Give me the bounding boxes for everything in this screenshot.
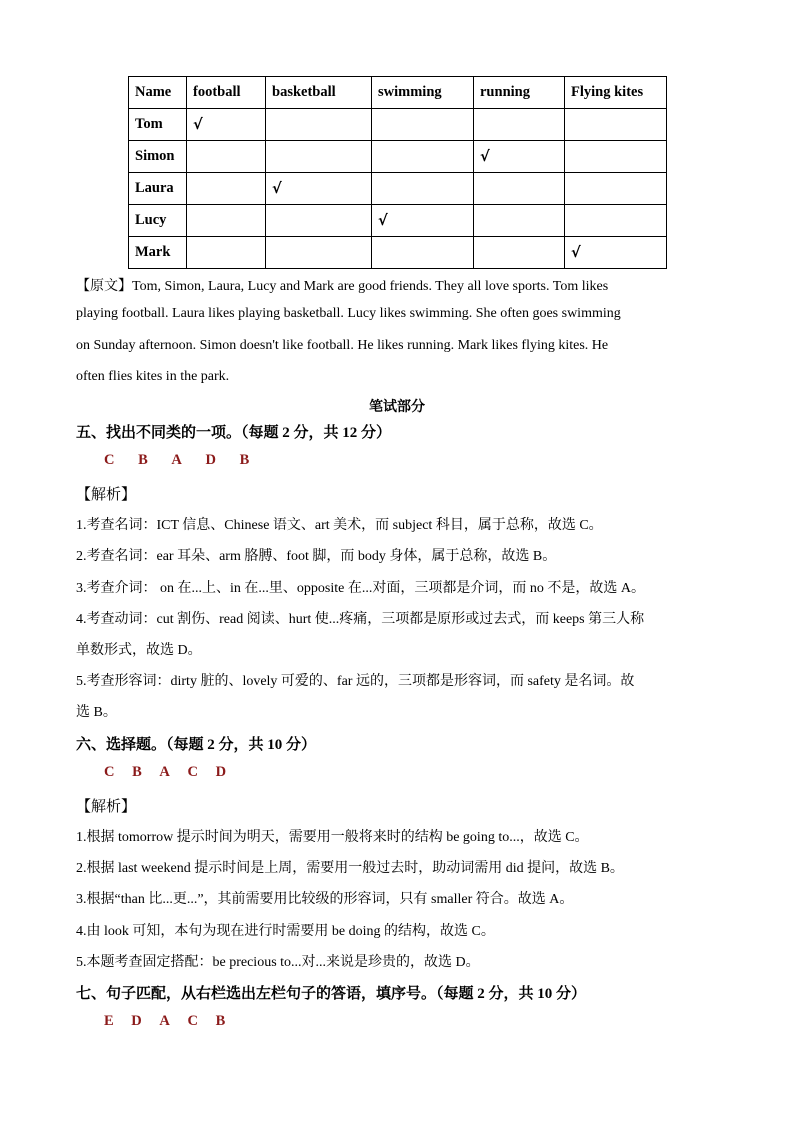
answer-letter: C	[104, 764, 115, 780]
table-header-cell: Name	[129, 77, 187, 109]
table-header-cell: basketball	[266, 77, 372, 109]
table-header-cell: football	[187, 77, 266, 109]
explanation-line: 单数形式，故选 D。	[76, 643, 202, 658]
tick-cell	[372, 237, 474, 269]
row-name: Mark	[129, 237, 187, 269]
section-5-title: 五、找出不同类的一项。（每题 2 分，共 12 分）	[76, 425, 392, 441]
row-name: Lucy	[129, 205, 187, 237]
tick-cell	[372, 109, 474, 141]
tick-cell	[474, 173, 565, 205]
answer-letter: C	[187, 764, 198, 780]
table-row	[129, 141, 667, 173]
explanation-line: 选 B。	[76, 705, 117, 720]
tick-cell	[187, 141, 266, 173]
explanation-line: 5.本题考查固定搭配：be precious to...对...来说是珍贵的，故选 D。	[76, 955, 480, 970]
answer-letter: B	[132, 764, 142, 780]
explanation-line: 4.由 look 可知，本句为现在进行时需要用 be doing 的结构，故选 C。	[76, 924, 495, 939]
tick-cell	[474, 237, 565, 269]
answer-letter: C	[104, 452, 115, 468]
answer-letter: B	[215, 1013, 226, 1029]
answer-letter: A	[159, 1013, 170, 1029]
explanation-line: 1.根据 tomorrow 提示时间为明天，需要用一般将来时的结构 be going to...，故选 C。	[76, 830, 589, 845]
tick-cell	[266, 205, 372, 237]
explanation-line: 2.考查名词：ear 耳朵、arm 胳膊、foot 脚，而 body 身体，属于总称，故选 B。	[76, 549, 557, 564]
answer-letter: E	[104, 1013, 114, 1029]
table-row	[129, 237, 667, 269]
original-text-line: often flies kites in the park.	[76, 369, 230, 384]
tick-cell	[372, 173, 474, 205]
answer-letter: B	[138, 452, 148, 468]
table-header-cell: Flying kites	[565, 77, 667, 109]
tick-cell	[187, 173, 266, 205]
tick-cell	[266, 109, 372, 141]
explanation-line: 1.考查名词：ICT 信息、Chinese 语文、art 美术，而 subject 科目，属于总称，故选 C。	[76, 518, 603, 533]
table-row	[129, 173, 667, 205]
tick-cell	[565, 173, 667, 205]
explanation-line: 4.考查动词：cut 割伤、read 阅读、hurt 使...疼痛，三项都是原形或过去式，而 keeps 第三人称	[76, 612, 645, 627]
analysis-label: 【解析】	[76, 799, 137, 815]
section-7-title: 七、句子匹配，从右栏选出左栏句子的答语，填序号。（每题 2 分，共 10 分）	[76, 986, 587, 1002]
explanation-line: 5.考查形容词：dirty 脏的、lovely 可爱的、far 远的，三项都是形容词，而 safety 是名词。故	[76, 674, 635, 689]
answer-letter: B	[239, 452, 250, 468]
table-header-cell: running	[474, 77, 565, 109]
original-text-line: 【原文】Tom, Simon, Laura, Lucy and Mark are good friends. They all love sports. Tom likes	[76, 279, 609, 294]
analysis-label: 【解析】	[76, 487, 137, 503]
row-name: Laura	[129, 173, 187, 205]
row-name: Simon	[129, 141, 187, 173]
table-row	[129, 205, 667, 237]
original-text-line: playing football. Laura likes playing basketball. Lucy likes swimming. She often goes swimming	[76, 306, 621, 321]
tick-cell	[266, 237, 372, 269]
sports-table	[128, 76, 667, 269]
tick-cell	[474, 205, 565, 237]
answer-letter: D	[205, 452, 216, 468]
tick-cell	[565, 141, 667, 173]
original-text-line: on Sunday afternoon. Simon doesn't like football. He likes running. Mark likes flying kites. He	[76, 338, 609, 353]
tick-cell	[474, 109, 565, 141]
table-header-cell: swimming	[372, 77, 474, 109]
table-header-row	[129, 77, 667, 109]
row-name: Tom	[129, 109, 187, 141]
tick-cell	[266, 141, 372, 173]
section-6-answers	[104, 764, 240, 781]
answer-letter: C	[187, 1013, 198, 1029]
written-part-title: 笔试部分	[369, 400, 425, 415]
tick-cell	[187, 205, 266, 237]
tick-cell: √	[474, 141, 565, 173]
explanation-line: 2.根据 last weekend 提示时间是上周，需要用一般过去时，助动词需用 did 提问，故选 B。	[76, 861, 624, 876]
tick-cell	[565, 109, 667, 141]
tick-cell: √	[266, 173, 372, 205]
tick-cell: √	[187, 109, 266, 141]
table-row	[129, 109, 667, 141]
answer-letter: A	[171, 452, 182, 468]
answer-letter: D	[131, 1013, 142, 1029]
tick-cell	[372, 141, 474, 173]
tick-cell: √	[372, 205, 474, 237]
section-7-answers	[104, 1013, 239, 1030]
answer-letter: D	[215, 764, 227, 780]
tick-cell	[187, 237, 266, 269]
explanation-line: 3.考查介词： on 在...上、in 在...里、opposite 在...对面，三项都是介词，而 no 不是，故选 A。	[76, 581, 645, 596]
answer-letter: A	[159, 764, 170, 780]
section-6-title: 六、选择题。（每题 2 分，共 10 分）	[76, 737, 317, 753]
explanation-line: 3.根据“than 比...更...”，其前需要用比较级的形容词，只有 smaller 符合。故选 A。	[76, 892, 574, 907]
tick-cell: √	[565, 237, 667, 269]
section-5-answers	[104, 452, 269, 469]
tick-cell	[565, 205, 667, 237]
